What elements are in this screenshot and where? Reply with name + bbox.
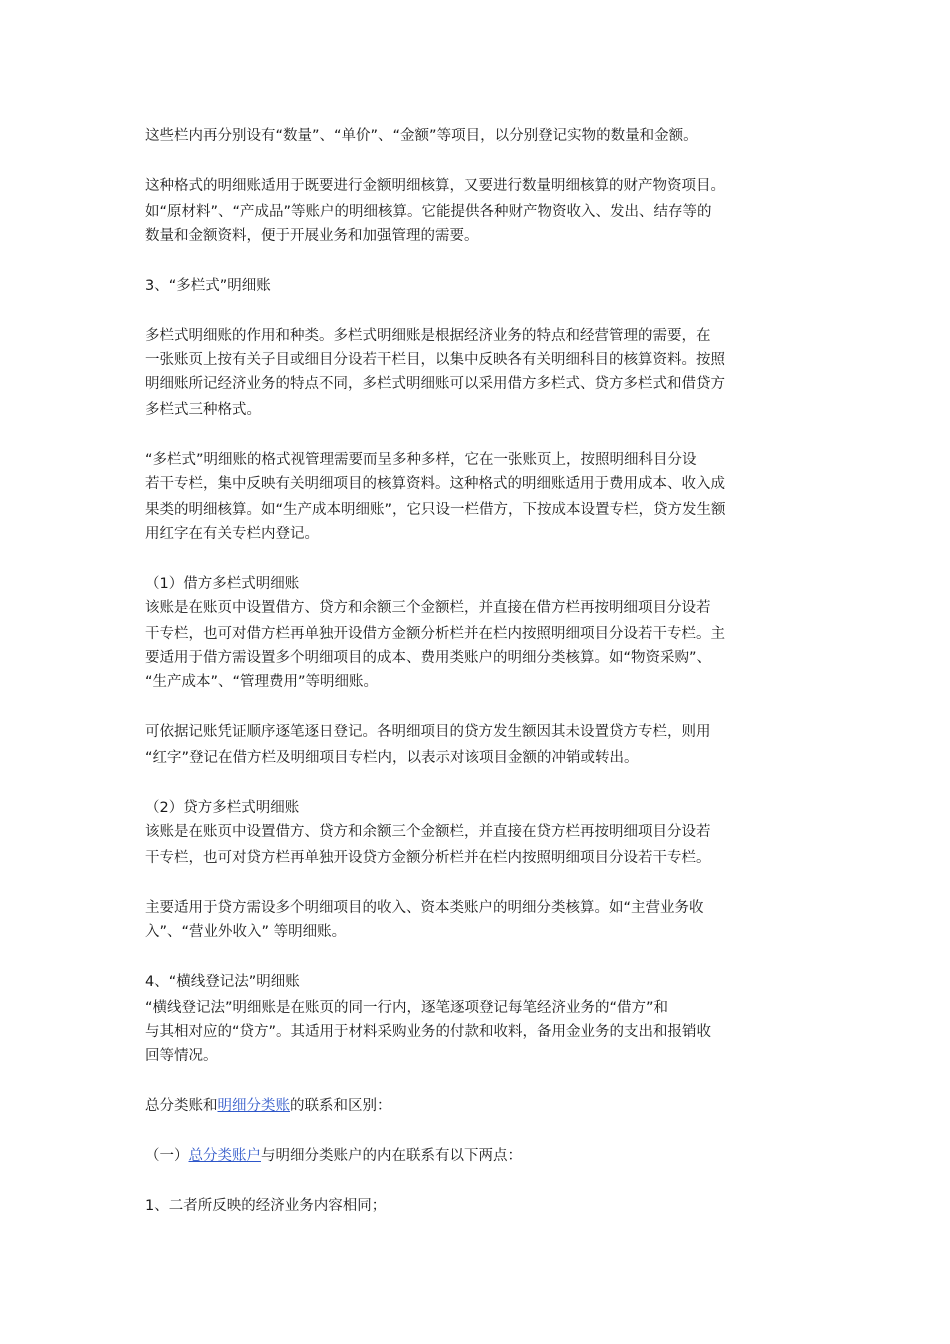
- p5-line-2: 该账是在账页中设置借方、贷方和余额三个金额栏，并直接在借方栏再按明细项目分设若: [145, 600, 711, 616]
- p9-line-2: 与其相对应的“贷方”。其适用于材料采购业务的付款和收料，备用金业务的支出和报销收: [145, 1024, 712, 1040]
- p7-line-3: 干专栏，也可对贷方栏再单独开设贷方金额分析栏并在栏内按照明细项目分设若干专栏。: [145, 850, 711, 866]
- p6-line-2: “红字”登记在借方栏及明细项目专栏内，以表示对该项目金额的冲销或转出。: [145, 750, 639, 766]
- p3-line-2: 一张账页上按有关子目或细目分设若干栏目，以集中反映各有关明细科目的核算资料。按照: [145, 352, 725, 368]
- p4-line-4: 用红字在有关专栏内登记。: [145, 526, 319, 542]
- p3-line-3: 明细账所记经济业务的特点不同，多栏式明细账可以采用借方多栏式、贷方多栏式和借贷方: [145, 376, 725, 392]
- p11-line: [145, 1144, 825, 1168]
- p10-text-pre: 总分类账和: [145, 1098, 218, 1114]
- p11-text-post: 与明细分类账户的内在联系有以下两点：: [261, 1148, 522, 1164]
- p4-line-1: “多栏式”明细账的格式视管理需要而呈多种多样，它在一张账页上，按照明细科目分设: [145, 452, 697, 468]
- p5-line-5: “生产成本”、“管理费用”等明细账。: [145, 674, 379, 690]
- p5-line-4: 要适用于借方需设置多个明细项目的成本、费用类账户的明细分类核算。如“物资采购”、: [145, 650, 712, 666]
- detail-ledger-link[interactable]: 明细分类账: [217, 1098, 290, 1114]
- p3-line-1: 多栏式明细账的作用和种类。多栏式明细账是根据经济业务的特点和经营管理的需要，在: [145, 328, 711, 344]
- p8-line-1: 主要适用于贷方需设多个明细项目的收入、资本类账户的明细分类核算。如“主营业务收: [145, 900, 704, 916]
- p3-line-4: 多栏式三种格式。: [145, 402, 261, 418]
- p11-text-pre: （一）: [145, 1148, 189, 1164]
- p12-line: 1、二者所反映的经济业务内容相同；: [145, 1198, 387, 1214]
- section-heading-3: 3、“多栏式”明细账: [145, 278, 271, 294]
- p5-line-3: 干专栏，也可对借方栏再单独开设借方金额分析栏并在栏内按照明细项目分设若干专栏。主: [145, 626, 725, 642]
- p2-line-2: 如“原材料”、“产成品”等账户的明细核算。它能提供各种财产物资收入、发出、结存等的: [145, 204, 712, 220]
- p9-line-3: 回等情况。: [145, 1048, 218, 1064]
- p4-line-3: 果类的明细核算。如“生产成本明细账”，它只设一栏借方，下按成本设置专栏，贷方发生额: [145, 502, 726, 518]
- sub-heading-debit-multicolumn: （1）借方多栏式明细账: [145, 576, 300, 592]
- p1-line-1: 这些栏内再分别设有“数量”、“单价”、“金额”等项目，以分别登记实物的数量和金额。: [145, 128, 698, 144]
- p2-line-3: 数量和金额资料，便于开展业务和加强管理的需要。: [145, 228, 479, 244]
- section-heading-4: 4、“横线登记法”明细账: [145, 974, 300, 990]
- p10-line: [145, 1094, 825, 1118]
- general-ledger-account-link[interactable]: 总分类账户: [188, 1148, 261, 1164]
- p9-line-1: “横线登记法”明细账是在账页的同一行内，逐笔逐项登记每笔经济业务的“借方”和: [145, 1000, 669, 1016]
- p4-line-2: 若干专栏，集中反映有关明细项目的核算资料。这种格式的明细账适用于费用成本、收入成: [145, 476, 725, 492]
- sub-heading-credit-multicolumn: （2）贷方多栏式明细账: [145, 800, 300, 816]
- p6-line-1: 可依据记账凭证顺序逐笔逐日登记。各明细项目的贷方发生额因其未设置贷方专栏，则用: [145, 724, 711, 740]
- p8-line-2: 入”、“营业外收入” 等明细账。: [145, 924, 347, 940]
- p7-line-2: 该账是在账页中设置借方、贷方和余额三个金额栏，并直接在贷方栏再按明细项目分设若: [145, 824, 711, 840]
- p2-line-1: 这种格式的明细账适用于既要进行金额明细核算，又要进行数量明细核算的财产物资项目。: [145, 178, 725, 194]
- p10-text-post: 的联系和区别：: [290, 1098, 392, 1114]
